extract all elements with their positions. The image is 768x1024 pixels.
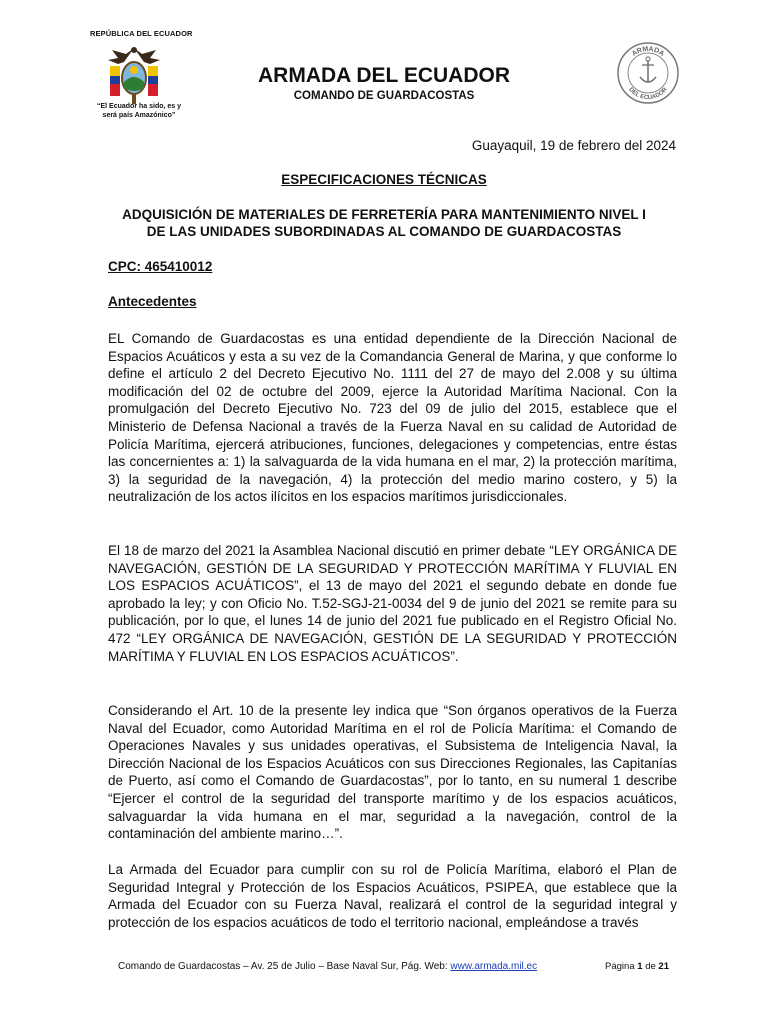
svg-text:ARMADA — [631, 46, 665, 58]
page-number: Página 1 de 21 — [605, 961, 669, 972]
website-link[interactable]: www.armada.mil.ec — [450, 961, 538, 972]
section-heading-antecedentes: Antecedentes — [108, 294, 197, 309]
paragraph-1: EL Comando de Guardacostas es una entidad dependiente de la Dirección Nacional de Espacios Acuáticos y esta a su vez de la Comandancia General de Marina, y que conforme lo define el artículo 2 del Decreto Ejecutivo No. 1111 del 27 de mayo del 2.008 y su última modificación del 02 de octubre del 2009, ejerce la Autoridad Marítima Nacional. Con la promulgación del Decreto Ejecutivo No. 723 del 09 de julio del 2015, establece que el Ministerio de Defensa Nacional a través de la Fuerza Naval en su calidad de Autoridad de Policía Marítima, ejercerá atribuciones, funciones, delegaciones y competencias, entre éstas las concernientes a: 1) la salvaguarda de la vida humana en el mar, 2) la protección marítima, 3) la seguridad de la navegación, 4) la protección del medio marino costero, y 5) la neutralización de los actos ilícitos en los espacios marítimos jurisdiccionales. — [108, 331, 677, 505]
footer-text: Comando de Guardacostas – Av. 25 de Julio – Base Naval Sur, Pág. Web: — [118, 961, 451, 972]
organization-subtitle: COMANDO DE GUARDACOSTAS — [293, 90, 475, 102]
cpc-code: CPC: 465410012 — [108, 259, 213, 274]
organization-title: ARMADA DEL ECUADOR — [258, 64, 510, 87]
spec-title: ESPECIFICACIONES TÉCNICAS — [281, 172, 487, 187]
seal-top-text: ARMADA — [630, 45, 666, 58]
seal-bottom-text: DEL ECUADOR — [627, 86, 669, 102]
paragraph-3: Considerando el Art. 10 de la presente ley indica que “Son órganos operativos de la Fuerza Naval del Ecuador, como Autoridad Marítima en el rol de Policía Marítima: el Comando de Operaciones Navales y sus unidades operativas, el Subsistema de Inteligencia Naval, la Dirección Nacional de los Espacios Acuáticos con sus Direcciones Regionales, las Capitanías de Puerto, así como el Comando de Guardacostas”, por lo tanto, en su numeral 1 describe “Ejercer el control de la seguridad del transporte marítimo y de los espacios acuáticos, salvaguardar la vida humana en el mar, seguridad a la navegación, control de la contaminación del ambiente marino…”. — [108, 703, 677, 842]
acquisition-title: ADQUISICIÓN DE MATERIALES DE FERRETERÍA PARA MANTENIMIENTO NIVEL I DE LAS UNIDADES SUBORDINADAS AL COMANDO DE GUARDACOSTAS — [122, 207, 646, 239]
republic-label: REPÚBLICA DEL ECUADOR — [90, 29, 193, 38]
navy-seal-icon — [616, 41, 680, 105]
document-date: Guayaquil, 19 de febrero del 2024 — [471, 138, 676, 153]
motto-text: “El Ecuador ha sido, es y será país Amazónico” — [96, 103, 182, 119]
paragraph-4: La Armada del Ecuador para cumplir con su rol de Policía Marítima, elaboró el Plan de Seguridad Integral y Protección de los Espacios Acuáticos, PSIPEA, que establece que la Armada del Ecuador con su Fuerza Naval, realizará el control de la seguridad integral y protección de los espacios acuáticos de todo el territorio nacional, empleándose a través — [108, 862, 677, 930]
footer — [118, 961, 537, 972]
paragraph-2: El 18 de marzo del 2021 la Asamblea Nacional discutió en primer debate “LEY ORGÁNICA DE NAVEGACIÓN, GESTIÓN DE LA SEGURIDAD Y PROTECCIÓN MARÍTIMA Y FLUVIAL EN LOS ESPACIOS ACUÁTICOS”, el 13 de mayo del 2021 el segundo debate en donde fue aprobado la ley; y con Oficio No. T.52-SGJ-21-0034 del 9 de junio del 2021 se remite para su publicación, por lo que, el lunes 14 de junio del 2021 fue publicado en el Registro Oficial No. 472 “LEY ORGÁNICA DE NAVEGACIÓN, GESTIÓN DE LA SEGURIDAD Y PROTECCIÓN MARÍTIMA Y FLUVIAL EN LOS ESPACIOS ACUÁTICOS”. — [108, 543, 677, 664]
